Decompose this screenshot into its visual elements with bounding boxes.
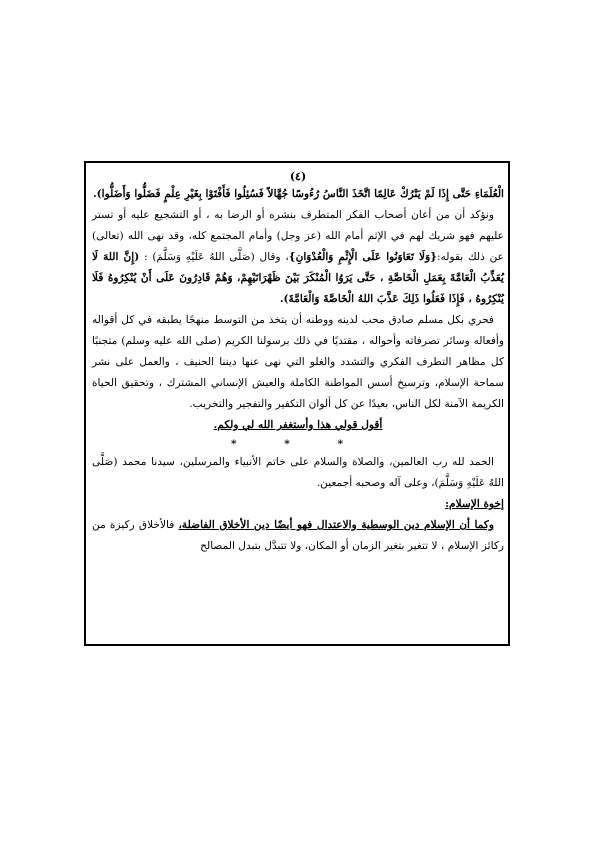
quran-quote: {وَلَا تَعَاوَنُوا عَلَى الْإِثْمِ وَالْعُدْوَانِ} xyxy=(288,251,437,263)
paragraph-warning xyxy=(92,205,504,310)
address-heading xyxy=(92,494,504,515)
hadith-continuation: الْعُلَمَاءِ حَتَّى إِذَا لَمْ يَتْرُكْ عَالِمًا اتَّخَذَ النَّاسُ رُءُوسًا جُهَّالاً فَسُئِلُوا فَأَفْتَوْا بِغَيْرِ عِلْمٍ فَضَلُّوا وَأَضَلُّوا). xyxy=(92,188,504,200)
paragraph-warning-text-2: ، وقال (صَلَّى اللهُ عَلَيْهِ وَسَلَّمَ) : xyxy=(144,251,289,263)
paragraph-ethics xyxy=(92,515,504,557)
paragraph-praise xyxy=(92,452,504,494)
paragraph-moderation: فحري بكل مسلم صادق محب لدينه ووطنه أن يتخذ من التوسط منهجًا يطبقه في كل أقواله وأفعاله وسائر تصرفاته وأحواله ، مقتديًا في ذلك برسولنا الكريم (صلى الله عليه وسلم) متجنبًا كل مظاهر التطرف الفكري والتشدد والغلو التي نهى عنها ديننا الحنيف ، والعمل على نشر سماحة الإسلام، وترسيخ أسس المواطنة الكاملة والعيش الإنساني المشترك ، وتحقيق الحياة الكريمة الآمنة لكل الناس، بعيدًا عن كل ألوان التكفير والتفجير والتخريب. xyxy=(92,314,504,410)
page-number: (٤) xyxy=(289,170,307,183)
address-heading-text: إخوة الإسلام: xyxy=(445,498,504,510)
paragraph-ethics-bold: وكما أن الإسلام دين الوسطية والاعتدال فهو أيضًا دين الأخلاق الفاضلة، xyxy=(178,519,495,531)
closing-statement: أقول قولي هذا وأستغفر الله لي ولكم. xyxy=(213,419,383,431)
paragraph-warning-text: ونؤكد أن من أعان أصحاب الفكر المتطرف بنشره أو الرضا به ، أو التشجيع عليه أو تستر عليهم فهو شريك لهم في الإثم أمام الله (عز وجل) وأمام المجتمع كله، وقد نهى الله (تعالى) عن ذلك بقوله: xyxy=(92,209,504,263)
paragraph-ethics-text: فالأخلاق ركيزة من ركائز الإسلام ، لا تتغير بتغير الزمان أو المكان، ولا تتبدَّل بتبدل المصالح xyxy=(92,519,504,552)
document-body xyxy=(92,170,504,557)
paragraph-praise-text: الحمد لله رب العالمين، والصلاة والسلام على خاتم الأنبياء والمرسلين، سيدنا محمد xyxy=(122,456,494,468)
section-divider: * * * xyxy=(231,438,365,450)
hadith-quote: (إِنَّ اللهَ لَا يُعَذِّبُ الْعَامَّةَ بِعَمَلِ الْخَاصَّةِ ، حَتَّى يَرَوُا الْمُنْكَرَ بَيْنَ ظَهْرَانَيْهِمْ، وَهُمْ قَادِرُونَ عَلَى أَنْ يُنْكِرُوهُ فَلَا يُنْكِرُوهُ ، فَإِذَا فَعَلُوا ذَلِكَ عَذَّبَ اللهُ الْخَاصَّةَ وَالْعَامَّةَ). xyxy=(92,251,504,305)
paragraph-praise-text-2: (صَلَّى اللهُ عَلَيْهِ وَسَلَّمَ)، وعلى آله وصحبه أجمعين. xyxy=(92,456,504,489)
